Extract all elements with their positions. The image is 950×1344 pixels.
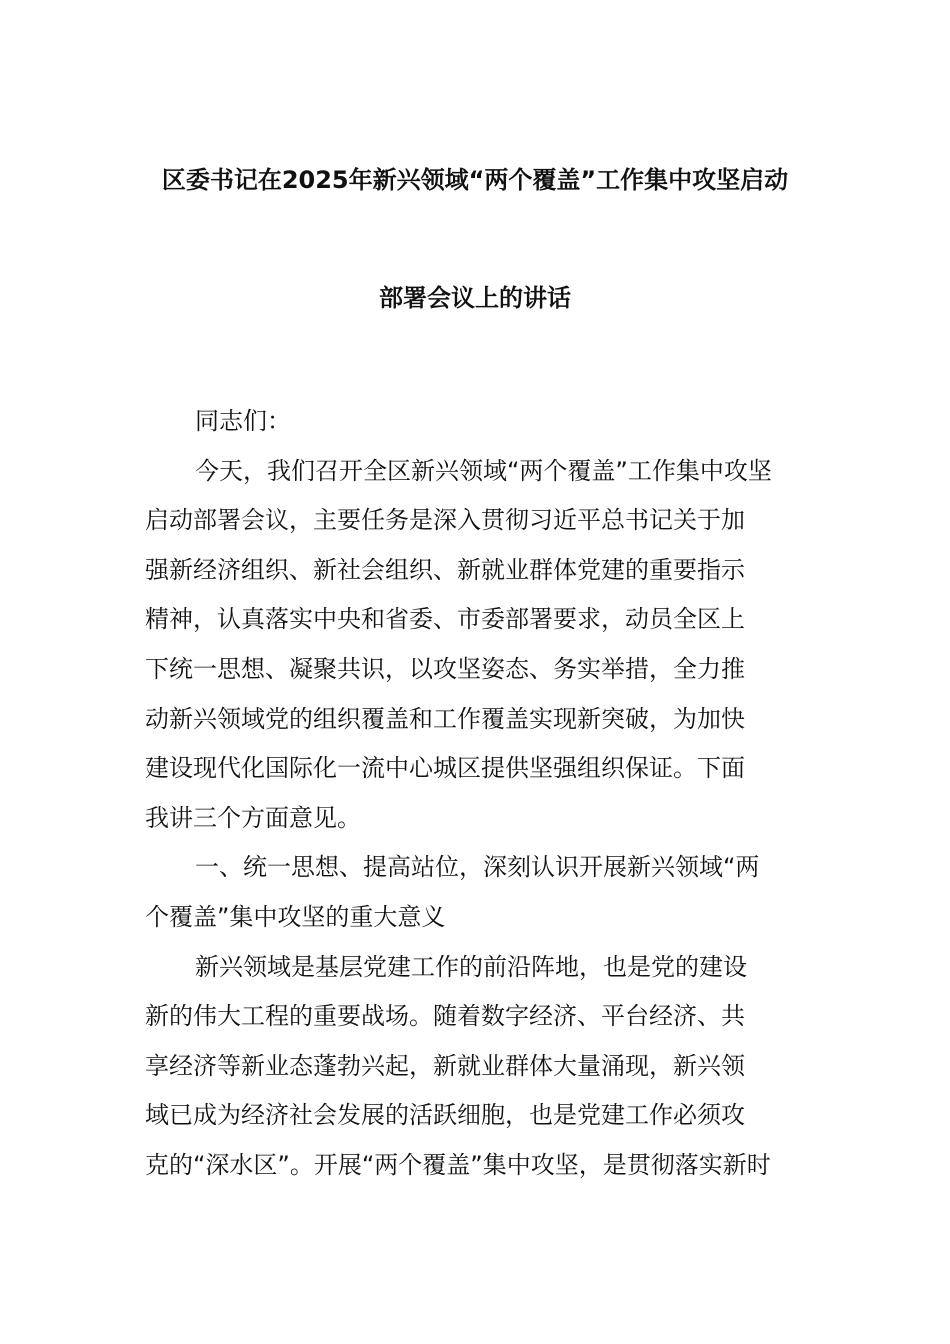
document-body [145,397,805,1191]
paragraph-line: 精神，认真落实中央和省委、市委部署要求，动员全区上 [145,605,745,634]
document-title-line-2: 部署会议上的讲话 [379,284,571,312]
paragraph-line: 强新经济组织、新社会组织、新就业群体党建的重要指示 [145,555,745,584]
paragraph-line: 今天，我们召开全区新兴领域“两个覆盖”工作集中攻坚 [195,456,772,485]
paragraph-line: 新的伟大工程的重要战场。随着数字经济、平台经济、共 [145,1002,745,1031]
paragraph-line: 动新兴领域党的组织覆盖和工作覆盖实现新突破，为加快 [145,704,745,733]
section-heading-line: 个覆盖”集中攻坚的重大意义 [145,902,446,931]
paragraph-line: 域已成为经济社会发展的活跃细胞，也是党建工作必须攻 [145,1101,745,1130]
paragraph-line: 新兴领域是基层党建工作的前沿阵地，也是党的建设 [195,952,747,981]
paragraph-line: 我讲三个方面意见。 [145,803,361,832]
document-title-line-1: 区委书记在2025年新兴领域“两个覆盖”工作集中攻坚启动 [161,166,789,194]
paragraph-line: 下统一思想、凝聚共识，以攻坚姿态、务实举措，全力推 [145,654,745,683]
paragraph-line: 启动部署会议，主要任务是深入贯彻习近平总书记关于加 [145,506,745,535]
section-heading-line: 一、统一思想、提高站位，深刻认识开展新兴领域“两 [195,853,760,882]
paragraph-line: 建设现代化国际化一流中心城区提供坚强组织保证。下面 [145,754,745,783]
paragraph-line: 克的“深水区”。开展“两个覆盖”集中攻坚，是贯彻落实新时 [145,1150,771,1179]
salutation: 同志们： [195,407,291,435]
paragraph-line: 享经济等新业态蓬勃兴起，新就业群体大量涌现，新兴领 [145,1051,745,1080]
